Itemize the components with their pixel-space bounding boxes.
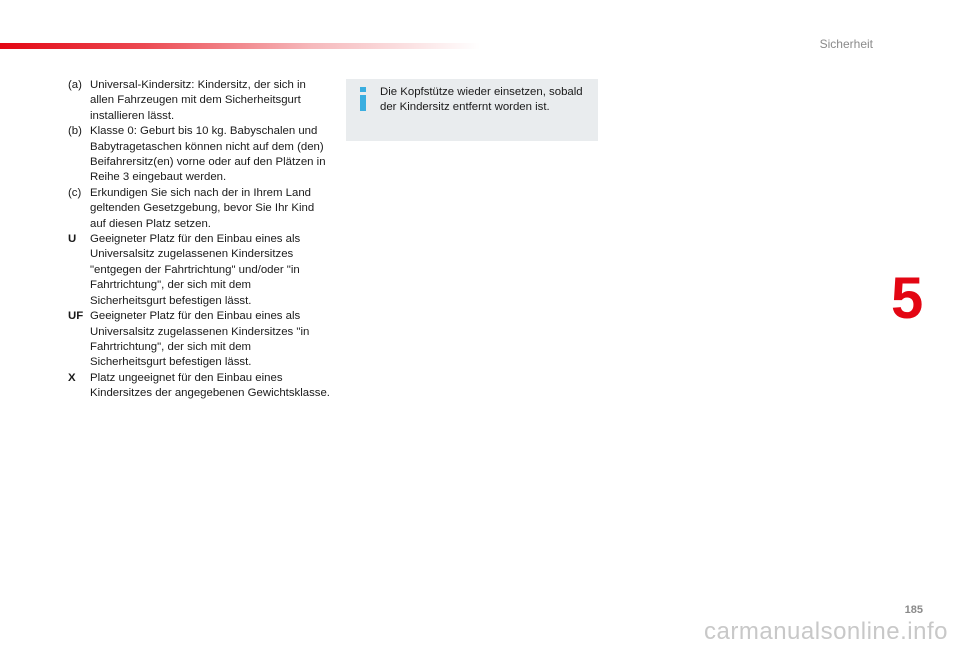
legend-item <box>68 124 330 186</box>
legend-key: U <box>68 233 77 246</box>
info-icon <box>358 87 368 111</box>
legend-key: X <box>68 371 76 384</box>
chapter-number: 5 <box>891 266 924 331</box>
legend-key: UF <box>68 310 84 323</box>
info-box <box>346 79 598 141</box>
page-number: 185 <box>904 604 923 616</box>
legend-text: Geeigneter Platz für den Einbau eines als Universalsitz zugelassenen Kindersitzes "in Fahrtrichtung", der sich mit dem Sicherheitsgurt befestigen lässt. <box>90 310 310 369</box>
info-text: Die Kopfstütze wieder einsetzen, sobald der Kindersitz entfernt worden ist. <box>380 86 583 114</box>
legend-item <box>68 232 330 309</box>
legend-item <box>68 371 330 402</box>
legend-text: Platz ungeeignet für den Einbau eines Kindersitzes der angegebenen Gewichtsklasse. <box>90 371 330 400</box>
legend-key: (b) <box>68 125 82 138</box>
watermark: carmanualsonline.info <box>704 618 948 645</box>
legend-text: Klasse 0: Geburt bis 10 kg. Babyschalen und Babytragetaschen können nicht auf dem (den) Beifahrersitz(en) vorne oder auf den Plätzen in Reihe 3 eingebaut werden. <box>90 125 326 184</box>
legend-text: Universal-Kindersitz: Kindersitz, der sich in allen Fahrzeugen mit dem Sicherheitsgurt installieren lässt. <box>90 79 306 122</box>
legend-item <box>68 78 330 124</box>
legend-text: Geeigneter Platz für den Einbau eines als Universalsitz zugelassenen Kindersitzes "entgegen der Fahrtrichtung" und/oder "in Fahrtrichtung", der sich mit dem Sicherheitsgurt befestigen lässt. <box>90 233 301 307</box>
section-title: Sicherheit <box>819 37 873 51</box>
legend-text: Erkundigen Sie sich nach der in Ihrem Land geltenden Gesetzgebung, bevor Sie Ihr Kind auf diesen Platz setzen. <box>90 186 315 230</box>
legend-key: (a) <box>68 79 82 91</box>
legend-key: (c) <box>68 186 82 199</box>
header-accent-bar <box>0 43 480 49</box>
legend-item <box>68 186 330 232</box>
legend-list <box>68 78 330 402</box>
legend-item <box>68 309 330 371</box>
